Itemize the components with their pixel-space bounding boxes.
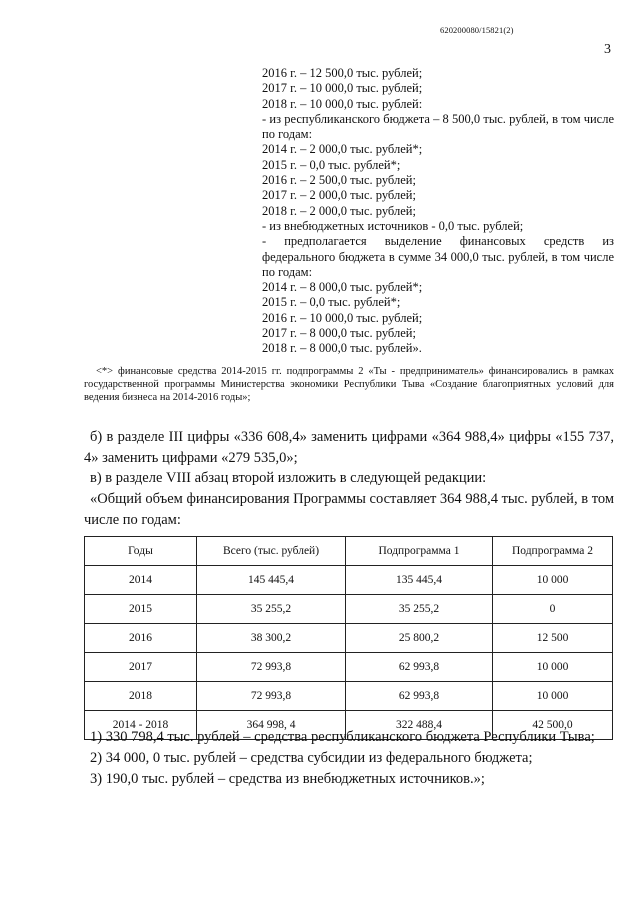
table-cell: 62 993,8 bbox=[346, 653, 493, 682]
funding-table bbox=[84, 536, 613, 740]
funding-line: 2015 г. – 0,0 тыс. рублей*; bbox=[262, 157, 401, 172]
table-cell: 62 993,8 bbox=[346, 682, 493, 711]
funding-line: 2016 г. – 2 500,0 тыс. рублей; bbox=[262, 173, 416, 188]
source-item-offbudget: 3) 190,0 тыс. рублей – средства из внебюджетных источников.»; bbox=[90, 771, 485, 787]
table-cell: 72 993,8 bbox=[197, 653, 346, 682]
table-cell: 135 445,4 bbox=[346, 566, 493, 595]
funding-line: 2017 г. – 10 000,0 тыс. рублей; bbox=[262, 81, 423, 96]
header-years: Годы bbox=[85, 537, 197, 566]
paragraph-v: в) в разделе VIII абзац второй изложить в следующей редакции: bbox=[90, 470, 487, 486]
funding-sources-list bbox=[84, 727, 614, 790]
funding-line: 2018 г. – 2 000,0 тыс. рублей; bbox=[262, 203, 416, 218]
funding-line: 2016 г. – 10 000,0 тыс. рублей; bbox=[262, 310, 423, 325]
funding-line: 2014 г. – 2 000,0 тыс. рублей*; bbox=[262, 142, 423, 157]
funding-line: 2017 г. – 8 000,0 тыс. рублей; bbox=[262, 326, 416, 341]
table-row bbox=[85, 653, 613, 682]
table-cell: 35 255,2 bbox=[346, 595, 493, 624]
table-cell: 2016 bbox=[85, 624, 197, 653]
table-cell: 364 998, 4 bbox=[197, 711, 346, 740]
funding-line: 2018 г. – 10 000,0 тыс. рублей: bbox=[262, 96, 423, 111]
funding-line: 2014 г. – 8 000,0 тыс. рублей*; bbox=[262, 280, 423, 295]
republic-budget-intro: - из республиканского бюджета – 8 500,0 тыс. рублей, в том числе по годам: bbox=[262, 111, 614, 142]
header-total: Всего (тыс. рублей) bbox=[197, 537, 346, 566]
funding-line: 2018 г. – 8 000,0 тыс. рублей». bbox=[262, 341, 422, 356]
table-cell: 10 000 bbox=[493, 653, 613, 682]
funding-line: 2017 г. – 2 000,0 тыс. рублей; bbox=[262, 188, 416, 203]
table-cell: 38 300,2 bbox=[197, 624, 346, 653]
table-cell: 2017 bbox=[85, 653, 197, 682]
funding-line: 2016 г. – 12 500,0 тыс. рублей; bbox=[262, 66, 423, 80]
table-row bbox=[85, 682, 613, 711]
table-cell: 2014 - 2018 bbox=[85, 711, 197, 740]
table-header-row bbox=[85, 537, 613, 566]
source-item-republic: 1) 330 798,4 тыс. рублей – средства республиканского бюджета Республики Тыва; bbox=[90, 729, 595, 745]
table-cell: 72 993,8 bbox=[197, 682, 346, 711]
table-cell: 2015 bbox=[85, 595, 197, 624]
paragraph-b: б) в разделе III цифры «336 608,4» заменить цифрами «364 988,4» цифры «155 737, 4» заменить цифрами «279 535,0»; bbox=[84, 429, 614, 466]
table-cell: 12 500 bbox=[493, 624, 613, 653]
footnote: <*> финансовые средства 2014-2015 гг. подпрограммы 2 «Ты - предприниматель» финансировались в рамках государственной программы Министерства экономики Республики Тыва «Создание благоприятных условий для ведения бизнеса на 2014-2016 годы»; bbox=[84, 366, 614, 404]
table-cell: 10 000 bbox=[493, 566, 613, 595]
table-cell: 25 800,2 bbox=[346, 624, 493, 653]
table-cell: 35 255,2 bbox=[197, 595, 346, 624]
funding-line: 2015 г. – 0,0 тыс. рублей*; bbox=[262, 295, 401, 310]
federal-budget-intro: - предполагается выделение финансовых средств из федерального бюджета в сумме 34 000,0 тыс. рублей, в том числе по годам: bbox=[262, 234, 614, 279]
table-cell: 0 bbox=[493, 595, 613, 624]
offbudget-line: - из внебюджетных источников - 0,0 тыс. рублей; bbox=[262, 218, 524, 233]
quote-paragraph: «Общий объем финансирования Программы составляет 364 988,4 тыс. рублей, в том числе по годам: bbox=[84, 491, 614, 528]
page-number: 3 bbox=[604, 42, 611, 57]
table-cell: 2014 bbox=[85, 566, 197, 595]
table-cell: 322 488,4 bbox=[346, 711, 493, 740]
table-cell: 10 000 bbox=[493, 682, 613, 711]
document-id: 620200080/15821(2) bbox=[440, 25, 514, 35]
header-subprogram-1: Подпрограмма 1 bbox=[346, 537, 493, 566]
source-item-federal: 2) 34 000, 0 тыс. рублей – средства субсидии из федерального бюджета; bbox=[90, 750, 533, 766]
table-row bbox=[85, 566, 613, 595]
table-row bbox=[85, 624, 613, 653]
table-cell: 42 500,0 bbox=[493, 711, 613, 740]
table-row bbox=[85, 595, 613, 624]
funding-list bbox=[262, 66, 614, 357]
table-cell: 145 445,4 bbox=[197, 566, 346, 595]
table-cell: 2018 bbox=[85, 682, 197, 711]
header-subprogram-2: Подпрограмма 2 bbox=[493, 537, 613, 566]
